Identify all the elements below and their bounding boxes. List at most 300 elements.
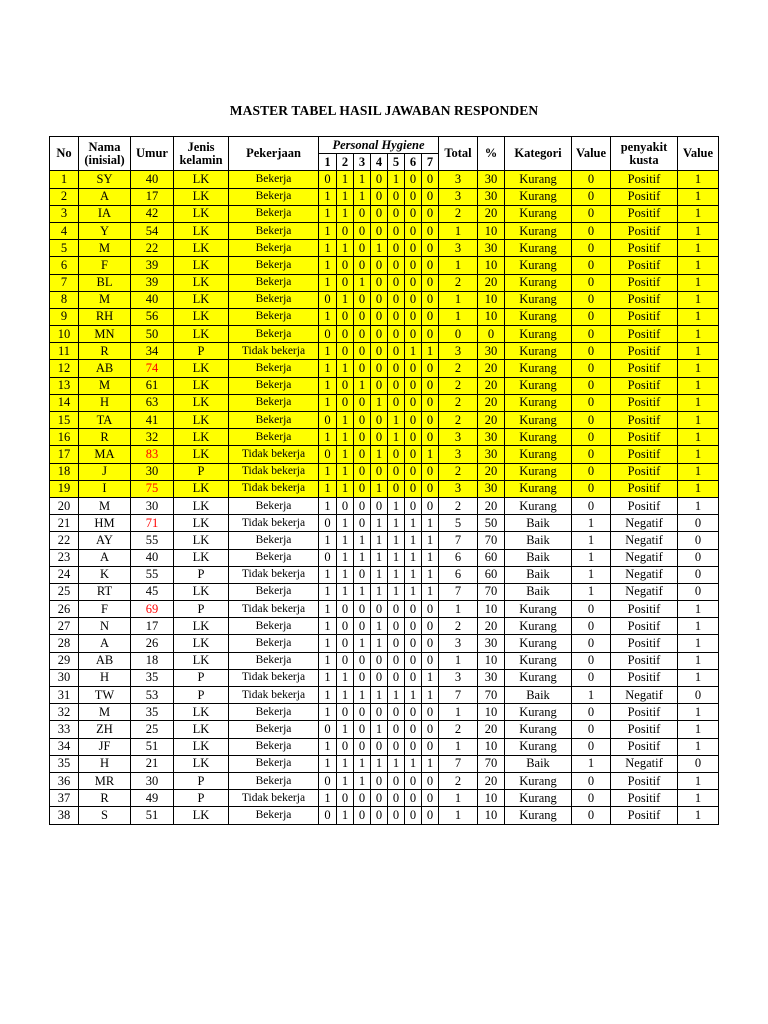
cell-hygiene-item-7: 0	[422, 257, 439, 274]
cell-hygiene-item-3: 0	[354, 497, 371, 514]
cell-kategori: Kurang	[505, 807, 572, 824]
cell-no: 16	[50, 429, 79, 446]
cell-umur: 39	[131, 274, 174, 291]
cell-umur: 32	[131, 429, 174, 446]
table-row	[50, 652, 719, 669]
cell-total: 1	[439, 308, 478, 325]
cell-persen: 30	[478, 480, 505, 497]
cell-value: 0	[572, 669, 611, 686]
cell-hygiene-item-1: 0	[319, 772, 337, 789]
cell-value: 1	[572, 755, 611, 772]
cell-nama: S	[79, 807, 131, 824]
table-row	[50, 601, 719, 618]
cell-hygiene-item-6: 0	[405, 188, 422, 205]
table-row	[50, 618, 719, 635]
cell-hygiene-item-4: 1	[371, 532, 388, 549]
cell-hygiene-item-2: 0	[337, 790, 354, 807]
cell-nama: RT	[79, 583, 131, 600]
cell-persen: 30	[478, 635, 505, 652]
cell-nama: RH	[79, 308, 131, 325]
cell-pekerjaan: Tidak bekerja	[229, 480, 319, 497]
cell-hygiene-item-2: 0	[337, 274, 354, 291]
table-row	[50, 274, 719, 291]
cell-kategori: Kurang	[505, 635, 572, 652]
cell-umur: 39	[131, 257, 174, 274]
cell-kategori: Kurang	[505, 601, 572, 618]
cell-value-2: 0	[678, 515, 719, 532]
cell-hygiene-item-3: 0	[354, 790, 371, 807]
cell-pekerjaan: Bekerja	[229, 549, 319, 566]
cell-umur: 63	[131, 394, 174, 411]
cell-jenis-kelamin: P	[174, 669, 229, 686]
cell-persen: 10	[478, 807, 505, 824]
cell-penyakit-kusta: Negatif	[611, 755, 678, 772]
cell-umur: 54	[131, 222, 174, 239]
cell-hygiene-item-7: 0	[422, 463, 439, 480]
cell-hygiene-item-6: 1	[405, 515, 422, 532]
cell-hygiene-item-3: 0	[354, 257, 371, 274]
cell-umur: 40	[131, 171, 174, 188]
cell-kategori: Baik	[505, 532, 572, 549]
cell-jenis-kelamin: LK	[174, 377, 229, 394]
cell-nama: IA	[79, 205, 131, 222]
cell-nama: A	[79, 188, 131, 205]
cell-umur: 61	[131, 377, 174, 394]
cell-hygiene-item-1: 1	[319, 532, 337, 549]
cell-penyakit-kusta: Positif	[611, 171, 678, 188]
cell-value-2: 1	[678, 343, 719, 360]
cell-no: 29	[50, 652, 79, 669]
cell-no: 13	[50, 377, 79, 394]
cell-penyakit-kusta: Negatif	[611, 515, 678, 532]
cell-pekerjaan: Bekerja	[229, 240, 319, 257]
cell-nama: M	[79, 240, 131, 257]
table-row	[50, 532, 719, 549]
cell-hygiene-item-3: 0	[354, 308, 371, 325]
cell-total: 3	[439, 635, 478, 652]
header-personal-hygiene: Personal Hygiene	[319, 137, 439, 154]
cell-penyakit-kusta: Positif	[611, 721, 678, 738]
cell-value: 1	[572, 566, 611, 583]
cell-value-2: 1	[678, 704, 719, 721]
cell-no: 19	[50, 480, 79, 497]
cell-value-2: 1	[678, 463, 719, 480]
cell-pekerjaan: Bekerja	[229, 704, 319, 721]
cell-total: 1	[439, 738, 478, 755]
cell-hygiene-item-7: 0	[422, 171, 439, 188]
cell-value: 0	[572, 394, 611, 411]
cell-jenis-kelamin: LK	[174, 480, 229, 497]
cell-kategori: Kurang	[505, 618, 572, 635]
cell-kategori: Kurang	[505, 377, 572, 394]
cell-hygiene-item-6: 0	[405, 704, 422, 721]
cell-hygiene-item-3: 1	[354, 171, 371, 188]
cell-pekerjaan: Bekerja	[229, 394, 319, 411]
cell-value: 0	[572, 291, 611, 308]
cell-penyakit-kusta: Positif	[611, 772, 678, 789]
cell-hygiene-item-2: 0	[337, 257, 354, 274]
table-row	[50, 497, 719, 514]
cell-umur: 71	[131, 515, 174, 532]
cell-value-2: 1	[678, 652, 719, 669]
cell-nama: AB	[79, 360, 131, 377]
cell-persen: 20	[478, 721, 505, 738]
cell-value: 1	[572, 549, 611, 566]
cell-value-2: 1	[678, 291, 719, 308]
cell-total: 3	[439, 171, 478, 188]
cell-persen: 20	[478, 394, 505, 411]
cell-penyakit-kusta: Positif	[611, 429, 678, 446]
cell-hygiene-item-4: 0	[371, 704, 388, 721]
cell-hygiene-item-4: 0	[371, 429, 388, 446]
cell-no: 25	[50, 583, 79, 600]
cell-nama: M	[79, 377, 131, 394]
cell-persen: 10	[478, 790, 505, 807]
cell-hygiene-item-2: 0	[337, 738, 354, 755]
cell-total: 2	[439, 721, 478, 738]
table-row	[50, 755, 719, 772]
cell-pekerjaan: Bekerja	[229, 635, 319, 652]
cell-jenis-kelamin: LK	[174, 721, 229, 738]
cell-umur: 55	[131, 532, 174, 549]
cell-hygiene-item-5: 0	[388, 188, 405, 205]
header-value: Value	[572, 137, 611, 171]
cell-pekerjaan: Bekerja	[229, 652, 319, 669]
cell-hygiene-item-1: 1	[319, 429, 337, 446]
cell-total: 3	[439, 188, 478, 205]
cell-hygiene-item-5: 0	[388, 704, 405, 721]
cell-penyakit-kusta: Positif	[611, 807, 678, 824]
cell-nama: ZH	[79, 721, 131, 738]
cell-hygiene-item-6: 0	[405, 669, 422, 686]
cell-no: 24	[50, 566, 79, 583]
cell-value: 1	[572, 532, 611, 549]
cell-total: 1	[439, 601, 478, 618]
cell-penyakit-kusta: Positif	[611, 497, 678, 514]
cell-hygiene-item-4: 1	[371, 515, 388, 532]
cell-hygiene-item-2: 0	[337, 601, 354, 618]
table-row	[50, 326, 719, 343]
cell-total: 2	[439, 205, 478, 222]
cell-hygiene-item-2: 1	[337, 188, 354, 205]
cell-hygiene-item-5: 0	[388, 240, 405, 257]
cell-penyakit-kusta: Positif	[611, 326, 678, 343]
cell-hygiene-item-2: 1	[337, 515, 354, 532]
cell-penyakit-kusta: Negatif	[611, 549, 678, 566]
cell-hygiene-item-7: 0	[422, 308, 439, 325]
cell-umur: 49	[131, 790, 174, 807]
cell-kategori: Kurang	[505, 205, 572, 222]
cell-value-2: 1	[678, 669, 719, 686]
cell-umur: 34	[131, 343, 174, 360]
cell-hygiene-item-3: 0	[354, 394, 371, 411]
cell-hygiene-item-5: 0	[388, 790, 405, 807]
cell-value-2: 1	[678, 171, 719, 188]
cell-value-2: 1	[678, 394, 719, 411]
header-nama: Nama (inisial)	[79, 137, 131, 171]
cell-hygiene-item-1: 1	[319, 480, 337, 497]
cell-nama: R	[79, 429, 131, 446]
cell-hygiene-item-1: 1	[319, 635, 337, 652]
cell-total: 6	[439, 566, 478, 583]
cell-nama: F	[79, 257, 131, 274]
cell-hygiene-item-7: 0	[422, 188, 439, 205]
cell-hygiene-item-4: 0	[371, 652, 388, 669]
cell-umur: 18	[131, 652, 174, 669]
cell-hygiene-item-5: 0	[388, 738, 405, 755]
cell-value-2: 1	[678, 274, 719, 291]
cell-umur: 75	[131, 480, 174, 497]
cell-hygiene-item-1: 0	[319, 807, 337, 824]
cell-pekerjaan: Bekerja	[229, 222, 319, 239]
cell-total: 2	[439, 618, 478, 635]
cell-hygiene-item-2: 1	[337, 566, 354, 583]
cell-hygiene-item-1: 1	[319, 343, 337, 360]
cell-kategori: Kurang	[505, 291, 572, 308]
cell-no: 9	[50, 308, 79, 325]
cell-hygiene-item-7: 1	[422, 583, 439, 600]
cell-hygiene-item-2: 1	[337, 549, 354, 566]
cell-hygiene-item-7: 1	[422, 566, 439, 583]
cell-hygiene-item-2: 1	[337, 291, 354, 308]
cell-penyakit-kusta: Negatif	[611, 566, 678, 583]
cell-hygiene-item-7: 0	[422, 412, 439, 429]
cell-kategori: Baik	[505, 549, 572, 566]
cell-persen: 10	[478, 291, 505, 308]
cell-hygiene-item-1: 1	[319, 755, 337, 772]
cell-hygiene-item-6: 0	[405, 429, 422, 446]
cell-persen: 20	[478, 360, 505, 377]
cell-hygiene-item-5: 0	[388, 274, 405, 291]
cell-persen: 70	[478, 532, 505, 549]
cell-hygiene-item-1: 0	[319, 721, 337, 738]
cell-umur: 51	[131, 807, 174, 824]
cell-hygiene-item-5: 1	[388, 687, 405, 704]
cell-hygiene-item-1: 1	[319, 274, 337, 291]
cell-kategori: Kurang	[505, 360, 572, 377]
cell-penyakit-kusta: Positif	[611, 360, 678, 377]
cell-jenis-kelamin: LK	[174, 205, 229, 222]
cell-penyakit-kusta: Positif	[611, 463, 678, 480]
cell-hygiene-item-4: 0	[371, 377, 388, 394]
header-item-6: 6	[405, 154, 422, 171]
cell-no: 37	[50, 790, 79, 807]
cell-hygiene-item-5: 0	[388, 205, 405, 222]
header-no: No	[50, 137, 79, 171]
cell-penyakit-kusta: Negatif	[611, 687, 678, 704]
cell-hygiene-item-5: 1	[388, 497, 405, 514]
cell-hygiene-item-6: 0	[405, 497, 422, 514]
cell-umur: 55	[131, 566, 174, 583]
header-umur: Umur	[131, 137, 174, 171]
cell-jenis-kelamin: LK	[174, 188, 229, 205]
cell-persen: 60	[478, 566, 505, 583]
cell-pekerjaan: Bekerja	[229, 360, 319, 377]
cell-kategori: Kurang	[505, 308, 572, 325]
cell-value: 0	[572, 721, 611, 738]
cell-value: 0	[572, 240, 611, 257]
cell-jenis-kelamin: LK	[174, 807, 229, 824]
cell-hygiene-item-3: 0	[354, 807, 371, 824]
cell-jenis-kelamin: P	[174, 772, 229, 789]
cell-hygiene-item-3: 0	[354, 721, 371, 738]
cell-hygiene-item-3: 0	[354, 326, 371, 343]
cell-nama: M	[79, 291, 131, 308]
cell-value: 0	[572, 772, 611, 789]
cell-hygiene-item-6: 0	[405, 308, 422, 325]
cell-kategori: Kurang	[505, 257, 572, 274]
cell-hygiene-item-5: 0	[388, 669, 405, 686]
cell-hygiene-item-1: 0	[319, 549, 337, 566]
cell-hygiene-item-4: 0	[371, 291, 388, 308]
cell-value: 0	[572, 635, 611, 652]
cell-no: 2	[50, 188, 79, 205]
cell-umur: 30	[131, 463, 174, 480]
cell-kategori: Kurang	[505, 188, 572, 205]
cell-hygiene-item-2: 1	[337, 360, 354, 377]
cell-hygiene-item-1: 1	[319, 222, 337, 239]
cell-pekerjaan: Bekerja	[229, 377, 319, 394]
cell-penyakit-kusta: Positif	[611, 205, 678, 222]
cell-persen: 10	[478, 601, 505, 618]
cell-nama: TW	[79, 687, 131, 704]
cell-nama: MR	[79, 772, 131, 789]
cell-jenis-kelamin: LK	[174, 326, 229, 343]
cell-hygiene-item-1: 0	[319, 412, 337, 429]
cell-total: 1	[439, 652, 478, 669]
cell-hygiene-item-6: 0	[405, 326, 422, 343]
cell-penyakit-kusta: Positif	[611, 618, 678, 635]
cell-value: 0	[572, 343, 611, 360]
cell-hygiene-item-4: 0	[371, 412, 388, 429]
cell-hygiene-item-4: 0	[371, 360, 388, 377]
cell-kategori: Kurang	[505, 446, 572, 463]
cell-value: 1	[572, 583, 611, 600]
cell-jenis-kelamin: LK	[174, 446, 229, 463]
cell-no: 3	[50, 205, 79, 222]
cell-value-2: 1	[678, 360, 719, 377]
cell-umur: 25	[131, 721, 174, 738]
cell-value: 0	[572, 807, 611, 824]
cell-hygiene-item-4: 0	[371, 274, 388, 291]
cell-nama: M	[79, 497, 131, 514]
cell-kategori: Kurang	[505, 429, 572, 446]
cell-no: 35	[50, 755, 79, 772]
cell-total: 1	[439, 790, 478, 807]
cell-hygiene-item-6: 1	[405, 755, 422, 772]
cell-penyakit-kusta: Positif	[611, 188, 678, 205]
cell-nama: J	[79, 463, 131, 480]
cell-total: 1	[439, 704, 478, 721]
cell-umur: 51	[131, 738, 174, 755]
cell-jenis-kelamin: P	[174, 687, 229, 704]
cell-jenis-kelamin: LK	[174, 394, 229, 411]
cell-hygiene-item-5: 0	[388, 343, 405, 360]
cell-hygiene-item-6: 1	[405, 549, 422, 566]
cell-hygiene-item-6: 0	[405, 377, 422, 394]
cell-hygiene-item-3: 0	[354, 566, 371, 583]
header-value-2: Value	[678, 137, 719, 171]
cell-value-2: 1	[678, 188, 719, 205]
cell-hygiene-item-2: 0	[337, 308, 354, 325]
cell-nama: R	[79, 343, 131, 360]
cell-hygiene-item-6: 1	[405, 687, 422, 704]
table-row	[50, 412, 719, 429]
cell-value: 1	[572, 687, 611, 704]
cell-hygiene-item-5: 1	[388, 171, 405, 188]
cell-hygiene-item-4: 0	[371, 738, 388, 755]
cell-kategori: Kurang	[505, 669, 572, 686]
cell-jenis-kelamin: LK	[174, 222, 229, 239]
cell-hygiene-item-6: 0	[405, 360, 422, 377]
cell-hygiene-item-4: 1	[371, 480, 388, 497]
cell-nama: H	[79, 755, 131, 772]
cell-hygiene-item-4: 0	[371, 790, 388, 807]
cell-hygiene-item-2: 1	[337, 669, 354, 686]
cell-hygiene-item-1: 0	[319, 446, 337, 463]
cell-hygiene-item-7: 1	[422, 669, 439, 686]
cell-kategori: Baik	[505, 755, 572, 772]
cell-total: 1	[439, 291, 478, 308]
cell-total: 7	[439, 583, 478, 600]
cell-penyakit-kusta: Positif	[611, 480, 678, 497]
cell-total: 2	[439, 463, 478, 480]
cell-hygiene-item-4: 1	[371, 583, 388, 600]
cell-value-2: 1	[678, 205, 719, 222]
cell-hygiene-item-4: 1	[371, 721, 388, 738]
cell-hygiene-item-6: 0	[405, 291, 422, 308]
cell-hygiene-item-5: 0	[388, 618, 405, 635]
cell-hygiene-item-5: 0	[388, 377, 405, 394]
cell-hygiene-item-1: 0	[319, 515, 337, 532]
cell-jenis-kelamin: LK	[174, 652, 229, 669]
cell-penyakit-kusta: Positif	[611, 601, 678, 618]
cell-jenis-kelamin: LK	[174, 240, 229, 257]
cell-hygiene-item-2: 1	[337, 429, 354, 446]
cell-nama: F	[79, 601, 131, 618]
cell-total: 7	[439, 687, 478, 704]
cell-hygiene-item-4: 0	[371, 171, 388, 188]
cell-penyakit-kusta: Positif	[611, 635, 678, 652]
cell-penyakit-kusta: Negatif	[611, 532, 678, 549]
cell-persen: 10	[478, 652, 505, 669]
table-row	[50, 772, 719, 789]
cell-hygiene-item-7: 1	[422, 515, 439, 532]
table-row	[50, 738, 719, 755]
table-row	[50, 807, 719, 824]
cell-hygiene-item-3: 0	[354, 704, 371, 721]
cell-penyakit-kusta: Negatif	[611, 583, 678, 600]
cell-hygiene-item-2: 1	[337, 721, 354, 738]
cell-jenis-kelamin: P	[174, 343, 229, 360]
cell-no: 34	[50, 738, 79, 755]
cell-no: 12	[50, 360, 79, 377]
cell-hygiene-item-4: 0	[371, 308, 388, 325]
cell-no: 10	[50, 326, 79, 343]
cell-value: 0	[572, 326, 611, 343]
cell-hygiene-item-4: 1	[371, 394, 388, 411]
document-title: MASTER TABEL HASIL JAWABAN RESPONDEN	[229, 103, 539, 118]
cell-hygiene-item-7: 0	[422, 205, 439, 222]
cell-no: 20	[50, 497, 79, 514]
cell-hygiene-item-5: 1	[388, 412, 405, 429]
cell-nama: I	[79, 480, 131, 497]
cell-hygiene-item-7: 0	[422, 480, 439, 497]
cell-total: 2	[439, 360, 478, 377]
cell-kategori: Kurang	[505, 412, 572, 429]
table-row	[50, 360, 719, 377]
cell-jenis-kelamin: LK	[174, 755, 229, 772]
